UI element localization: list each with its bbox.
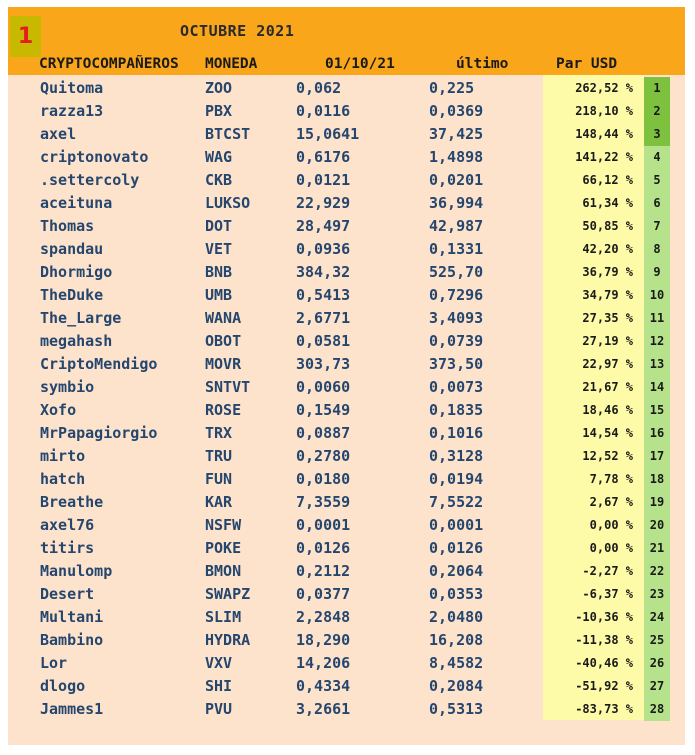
rank-number: 22 xyxy=(644,560,670,583)
rank-number: 5 xyxy=(644,169,670,192)
pct-change: 34,79 % xyxy=(582,288,633,302)
last-price: 0,0201 xyxy=(429,171,484,189)
table-row xyxy=(8,491,685,514)
col-header-last: último xyxy=(456,56,509,72)
last-price: 37,425 xyxy=(429,125,484,143)
coin-symbol: KAR xyxy=(205,493,233,511)
coin-symbol: TRX xyxy=(205,424,233,442)
table-row xyxy=(8,169,685,192)
last-price: 0,0126 xyxy=(429,539,484,557)
participant-name: Manulomp xyxy=(40,562,113,580)
coin-symbol: VET xyxy=(205,240,233,258)
table-row xyxy=(8,537,685,560)
last-price: 0,0739 xyxy=(429,332,484,350)
pct-change: 218,10 % xyxy=(575,104,633,118)
start-price: 0,2112 xyxy=(296,562,351,580)
participant-name: .settercoly xyxy=(40,171,140,189)
start-price: 0,0126 xyxy=(296,539,351,557)
start-price: 0,0121 xyxy=(296,171,351,189)
page-badge: 1 xyxy=(10,16,41,57)
participant-name: axel xyxy=(40,125,77,143)
participant-name: symbio xyxy=(40,378,95,396)
rank-number: 19 xyxy=(644,491,670,514)
participant-name: Xofo xyxy=(40,401,77,419)
col-header-coin: MONEDA xyxy=(205,56,258,72)
rank-number: 7 xyxy=(644,215,670,238)
last-price: 0,2084 xyxy=(429,677,484,695)
coin-symbol: LUKSO xyxy=(205,194,251,212)
rank-number: 26 xyxy=(644,652,670,675)
pct-change: 7,78 % xyxy=(589,472,633,486)
rank-number: 8 xyxy=(644,238,670,261)
header-bar xyxy=(8,7,685,75)
rank-number: 21 xyxy=(644,537,670,560)
start-price: 0,0887 xyxy=(296,424,351,442)
table-row xyxy=(8,123,685,146)
participant-name: razza13 xyxy=(40,102,104,120)
pct-change: -51,92 % xyxy=(575,679,633,693)
coin-symbol: BMON xyxy=(205,562,242,580)
participant-name: Dhormigo xyxy=(40,263,113,281)
table-row xyxy=(8,100,685,123)
participant-name: criptonovato xyxy=(40,148,149,166)
coin-symbol: WAG xyxy=(205,148,233,166)
pct-change: 141,22 % xyxy=(575,150,633,164)
start-price: 22,929 xyxy=(296,194,351,212)
coin-symbol: BTCST xyxy=(205,125,251,143)
participant-name: Multani xyxy=(40,608,104,626)
participant-name: axel76 xyxy=(40,516,95,534)
rank-number: 3 xyxy=(644,123,670,146)
start-price: 14,206 xyxy=(296,654,351,672)
rank-number: 27 xyxy=(644,675,670,698)
rank-number: 28 xyxy=(644,698,670,721)
coin-symbol: MOVR xyxy=(205,355,242,373)
rank-number: 16 xyxy=(644,422,670,445)
coin-symbol: SHI xyxy=(205,677,233,695)
coin-symbol: OBOT xyxy=(205,332,242,350)
coin-symbol: ZOO xyxy=(205,79,233,97)
rank-number: 10 xyxy=(644,284,670,307)
table-row xyxy=(8,192,685,215)
participant-name: aceituna xyxy=(40,194,113,212)
participant-name: The_Large xyxy=(40,309,122,327)
last-price: 0,2064 xyxy=(429,562,484,580)
coin-symbol: NSFW xyxy=(205,516,242,534)
col-header-pct: Par USD xyxy=(556,56,618,72)
rank-number: 13 xyxy=(644,353,670,376)
table-row xyxy=(8,399,685,422)
pct-change: 61,34 % xyxy=(582,196,633,210)
coin-symbol: WANA xyxy=(205,309,242,327)
rank-number: 15 xyxy=(644,399,670,422)
pct-change: 0,00 % xyxy=(589,518,633,532)
last-price: 0,0194 xyxy=(429,470,484,488)
rank-number: 20 xyxy=(644,514,670,537)
last-price: 2,0480 xyxy=(429,608,484,626)
coin-symbol: HYDRA xyxy=(205,631,251,649)
last-price: 0,1016 xyxy=(429,424,484,442)
start-price: 0,2780 xyxy=(296,447,351,465)
pct-change: 12,52 % xyxy=(582,449,633,463)
participant-name: Quitoma xyxy=(40,79,104,97)
participant-name: Lor xyxy=(40,654,68,672)
participant-name: dlogo xyxy=(40,677,86,695)
pct-change: 262,52 % xyxy=(575,81,633,95)
last-price: 0,7296 xyxy=(429,286,484,304)
coin-symbol: SNTVT xyxy=(205,378,251,396)
ranking-sheet xyxy=(8,7,685,745)
coin-symbol: TRU xyxy=(205,447,233,465)
participant-name: Bambino xyxy=(40,631,104,649)
pct-change: 36,79 % xyxy=(582,265,633,279)
last-price: 3,4093 xyxy=(429,309,484,327)
start-price: 2,6771 xyxy=(296,309,351,327)
table-row xyxy=(8,261,685,284)
table-row xyxy=(8,629,685,652)
participant-name: MrPapagiorgio xyxy=(40,424,158,442)
pct-change: -83,73 % xyxy=(575,702,633,716)
pct-change: -10,36 % xyxy=(575,610,633,624)
participant-name: Jammes1 xyxy=(40,700,104,718)
rank-number: 23 xyxy=(644,583,670,606)
last-price: 0,0073 xyxy=(429,378,484,396)
table-row xyxy=(8,652,685,675)
start-price: 7,3559 xyxy=(296,493,351,511)
table-row xyxy=(8,514,685,537)
table-row xyxy=(8,698,685,721)
coin-symbol: FUN xyxy=(205,470,233,488)
last-price: 1,4898 xyxy=(429,148,484,166)
participant-name: TheDuke xyxy=(40,286,104,304)
coin-symbol: POKE xyxy=(205,539,242,557)
pct-change: 42,20 % xyxy=(582,242,633,256)
rank-number: 14 xyxy=(644,376,670,399)
start-price: 0,4334 xyxy=(296,677,351,695)
participant-name: Thomas xyxy=(40,217,95,235)
pct-change: -40,46 % xyxy=(575,656,633,670)
last-price: 0,1331 xyxy=(429,240,484,258)
rank-number: 18 xyxy=(644,468,670,491)
last-price: 0,3128 xyxy=(429,447,484,465)
pct-change: 66,12 % xyxy=(582,173,633,187)
pct-change: 0,00 % xyxy=(589,541,633,555)
col-header-start: 01/10/21 xyxy=(325,56,395,72)
start-price: 0,0377 xyxy=(296,585,351,603)
start-price: 0,5413 xyxy=(296,286,351,304)
pct-change: 148,44 % xyxy=(575,127,633,141)
table-row xyxy=(8,307,685,330)
coin-symbol: ROSE xyxy=(205,401,242,419)
rank-number: 4 xyxy=(644,146,670,169)
start-price: 0,0180 xyxy=(296,470,351,488)
last-price: 8,4582 xyxy=(429,654,484,672)
rank-number: 25 xyxy=(644,629,670,652)
start-price: 3,2661 xyxy=(296,700,351,718)
coin-symbol: VXV xyxy=(205,654,233,672)
last-price: 0,0001 xyxy=(429,516,484,534)
table-row xyxy=(8,675,685,698)
participant-name: megahash xyxy=(40,332,113,350)
rank-number: 12 xyxy=(644,330,670,353)
start-price: 28,497 xyxy=(296,217,351,235)
rank-number: 11 xyxy=(644,307,670,330)
pct-change: -6,37 % xyxy=(582,587,633,601)
last-price: 42,987 xyxy=(429,217,484,235)
start-price: 15,0641 xyxy=(296,125,360,143)
pct-change: 22,97 % xyxy=(582,357,633,371)
coin-symbol: PBX xyxy=(205,102,233,120)
last-price: 36,994 xyxy=(429,194,484,212)
coin-symbol: PVU xyxy=(205,700,233,718)
pct-change: -2,27 % xyxy=(582,564,633,578)
table-row xyxy=(8,77,685,100)
table-row xyxy=(8,284,685,307)
start-price: 0,0001 xyxy=(296,516,351,534)
start-price: 0,0581 xyxy=(296,332,351,350)
table-row xyxy=(8,353,685,376)
rank-number: 1 xyxy=(644,77,670,100)
participant-name: titirs xyxy=(40,539,95,557)
coin-symbol: CKB xyxy=(205,171,233,189)
coin-symbol: UMB xyxy=(205,286,233,304)
pct-change: 14,54 % xyxy=(582,426,633,440)
table-row xyxy=(8,468,685,491)
start-price: 0,0060 xyxy=(296,378,351,396)
pct-change: 21,67 % xyxy=(582,380,633,394)
last-price: 0,0369 xyxy=(429,102,484,120)
participant-name: spandau xyxy=(40,240,104,258)
participant-name: Desert xyxy=(40,585,95,603)
start-price: 0,1549 xyxy=(296,401,351,419)
rank-number: 6 xyxy=(644,192,670,215)
table-row xyxy=(8,583,685,606)
rank-number: 2 xyxy=(644,100,670,123)
coin-symbol: SWAPZ xyxy=(205,585,251,603)
pct-change: 2,67 % xyxy=(589,495,633,509)
participant-name: CriptoMendigo xyxy=(40,355,158,373)
last-price: 0,5313 xyxy=(429,700,484,718)
pct-change: 18,46 % xyxy=(582,403,633,417)
last-price: 0,0353 xyxy=(429,585,484,603)
table-row xyxy=(8,560,685,583)
table-row xyxy=(8,445,685,468)
participant-name: mirto xyxy=(40,447,86,465)
table-row xyxy=(8,330,685,353)
start-price: 0,6176 xyxy=(296,148,351,166)
pct-change: -11,38 % xyxy=(575,633,633,647)
coin-symbol: DOT xyxy=(205,217,233,235)
rank-number: 9 xyxy=(644,261,670,284)
start-price: 303,73 xyxy=(296,355,351,373)
coin-symbol: SLIM xyxy=(205,608,242,626)
rank-number: 24 xyxy=(644,606,670,629)
pct-change: 50,85 % xyxy=(582,219,633,233)
table-row xyxy=(8,238,685,261)
pct-change: 27,19 % xyxy=(582,334,633,348)
table-row xyxy=(8,422,685,445)
table-row xyxy=(8,376,685,399)
table-row xyxy=(8,606,685,629)
coin-symbol: BNB xyxy=(205,263,233,281)
participant-name: hatch xyxy=(40,470,86,488)
start-price: 384,32 xyxy=(296,263,351,281)
start-price: 0,0116 xyxy=(296,102,351,120)
month-title: OCTUBRE 2021 xyxy=(180,22,295,40)
table-row xyxy=(8,215,685,238)
start-price: 0,0936 xyxy=(296,240,351,258)
last-price: 0,225 xyxy=(429,79,475,97)
participant-name: Breathe xyxy=(40,493,104,511)
col-header-name: CRYPTOCOMPAÑEROS xyxy=(39,56,179,72)
last-price: 7,5522 xyxy=(429,493,484,511)
last-price: 0,1835 xyxy=(429,401,484,419)
last-price: 525,70 xyxy=(429,263,484,281)
pct-change: 27,35 % xyxy=(582,311,633,325)
last-price: 373,50 xyxy=(429,355,484,373)
last-price: 16,208 xyxy=(429,631,484,649)
rank-number: 17 xyxy=(644,445,670,468)
start-price: 0,062 xyxy=(296,79,342,97)
table-row xyxy=(8,146,685,169)
start-price: 2,2848 xyxy=(296,608,351,626)
start-price: 18,290 xyxy=(296,631,351,649)
